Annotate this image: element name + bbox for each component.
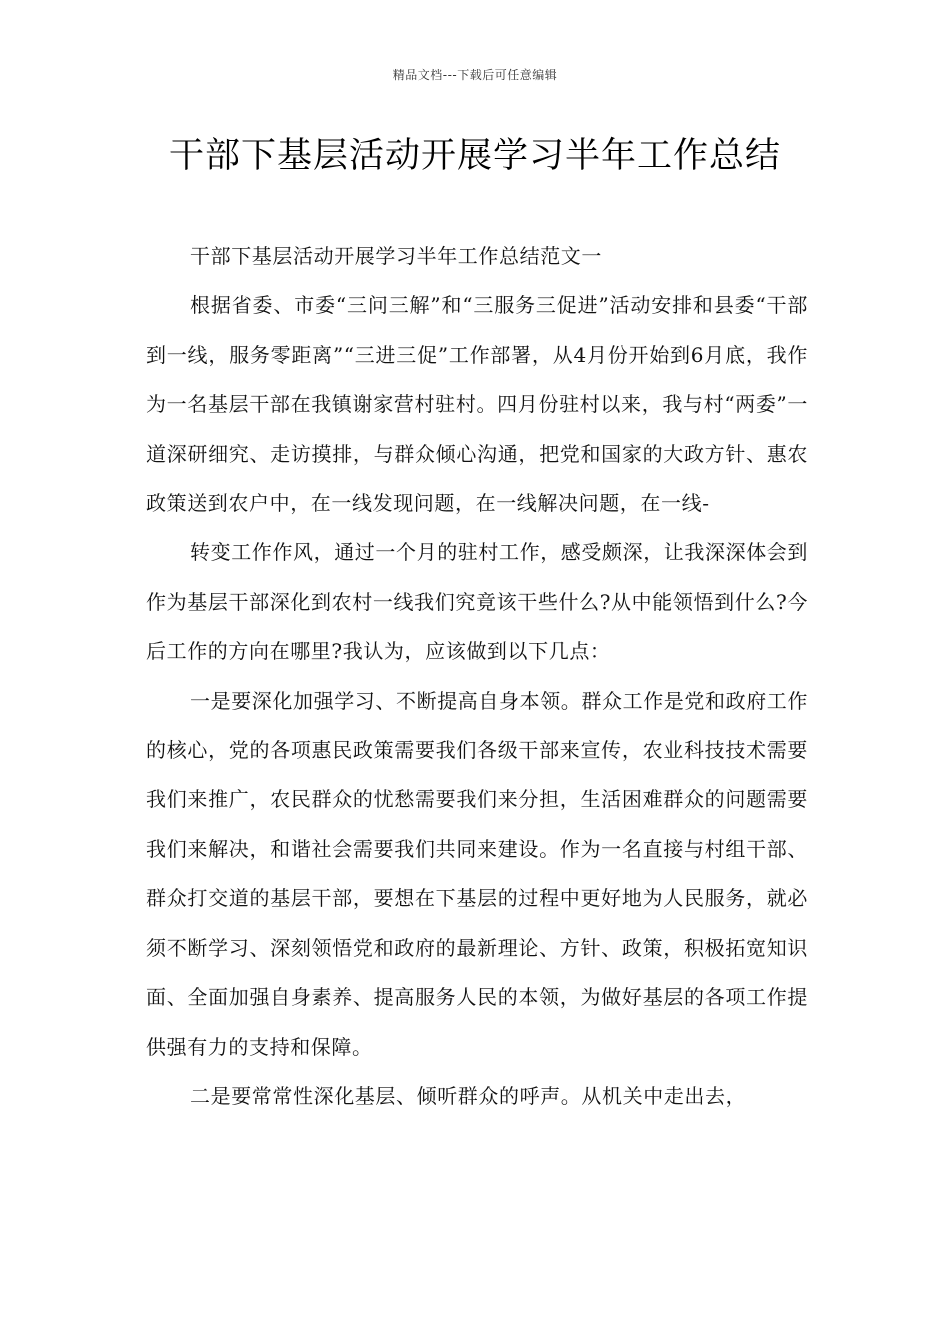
paragraph-subtitle: 干部下基层活动开展学习半年工作总结范文一: [190, 244, 602, 268]
paragraph-point-one: 一是要深化加强学习、不断提高自身本领。群众工作是党和政府工作的核心，党的各项惠民政策需要我们各级干部来宣传，农业科技技术需要我们来推广，农民群众的忧愁需要我们来分担，生活困难群众的问题需要我们来解决，和谐社会需要我们共同来建设。作为一名直接与村组干部、群众打交道的基层干部，要想在下基层的过程中更好地为人民服务，就必须不断学习、深刻领悟党和政府的最新理论、方针、政策，积极拓宽知识面、全面加强自身素养、提高服务人民的本领，为做好基层的各项工作提供强有力的支持和保障。: [146, 688, 808, 1059]
header-note: 精品文档---下载后可任意编辑: [392, 68, 558, 82]
document-body: [146, 232, 808, 1121]
paragraph-point-two: 二是要常常性深化基层、倾听群众的呼声。从机关中走出去，: [190, 1083, 747, 1108]
paragraph-intro: 根据省委、市委“三问三解”和“三服务三促进”活动安排和县委“干部到一线，服务零距离”“三进三促”工作部署，从4月份开始到6月底，我作为一名基层干部在我镇谢家营村驻村。四月份驻村以来，我与村“两委”一道深研细究、走访摸排，与群众倾心沟通，把党和国家的大政方针、惠农政策送到农户中，在一线发现问题，在一线解决问题，在一线-: [146, 293, 808, 516]
paragraph-reflection: 转变工作作风，通过一个月的驻村工作，感受颇深，让我深深体会到作为基层干部深化到农村一线我们究竟该干些什么?从中能领悟到什么?今后工作的方向在哪里?我认为，应该做到以下几点：: [146, 540, 808, 664]
document-title: 干部下基层活动开展学习半年工作总结: [168, 136, 781, 176]
